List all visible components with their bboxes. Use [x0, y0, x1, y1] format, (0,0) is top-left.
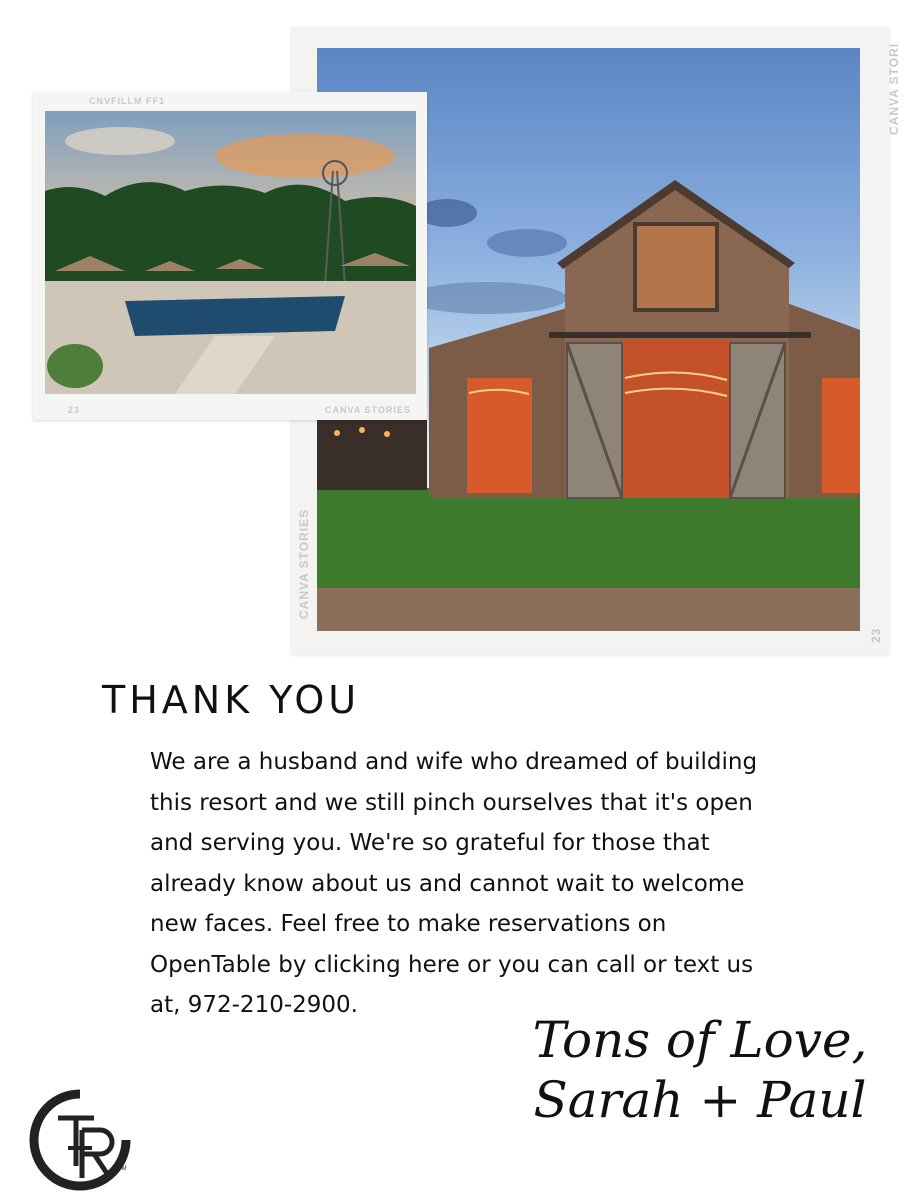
pool-edge-bottom-text: CANVA STORIES [325, 405, 411, 415]
tr-monogram-icon [28, 1088, 132, 1192]
thank-you-message: We are a husband and wife who dreamed of building this resort and we still pinch ourselves that it's open and serving you. We're so grateful for those that already know about us and cannot wait to welcome new faces. Feel free to make reservations on OpenTable by clicking here or you can call or text us at, 972-210-2900. [150, 749, 758, 1018]
signature [530, 1010, 870, 1130]
page-title: THANK YOU [102, 678, 361, 722]
brand-logo [28, 1088, 132, 1192]
logo-trademark: TM [118, 1166, 127, 1172]
signature-line-1: Tons of Love, [532, 1011, 868, 1069]
pool-photo [45, 111, 416, 394]
barn-edge-number: 23 [869, 627, 883, 643]
pool-illustration [45, 111, 416, 394]
signature-line-2: Sarah + Paul [533, 1071, 867, 1129]
pool-photo-frame [33, 92, 427, 420]
pool-edge-number: 23 [68, 405, 81, 415]
barn-edge-top-text: CANVA STORI [887, 42, 901, 135]
pool-edge-top-text: CNVFILLM FF1 [89, 96, 165, 106]
barn-edge-left-text: CANVA STORIES [297, 508, 311, 619]
